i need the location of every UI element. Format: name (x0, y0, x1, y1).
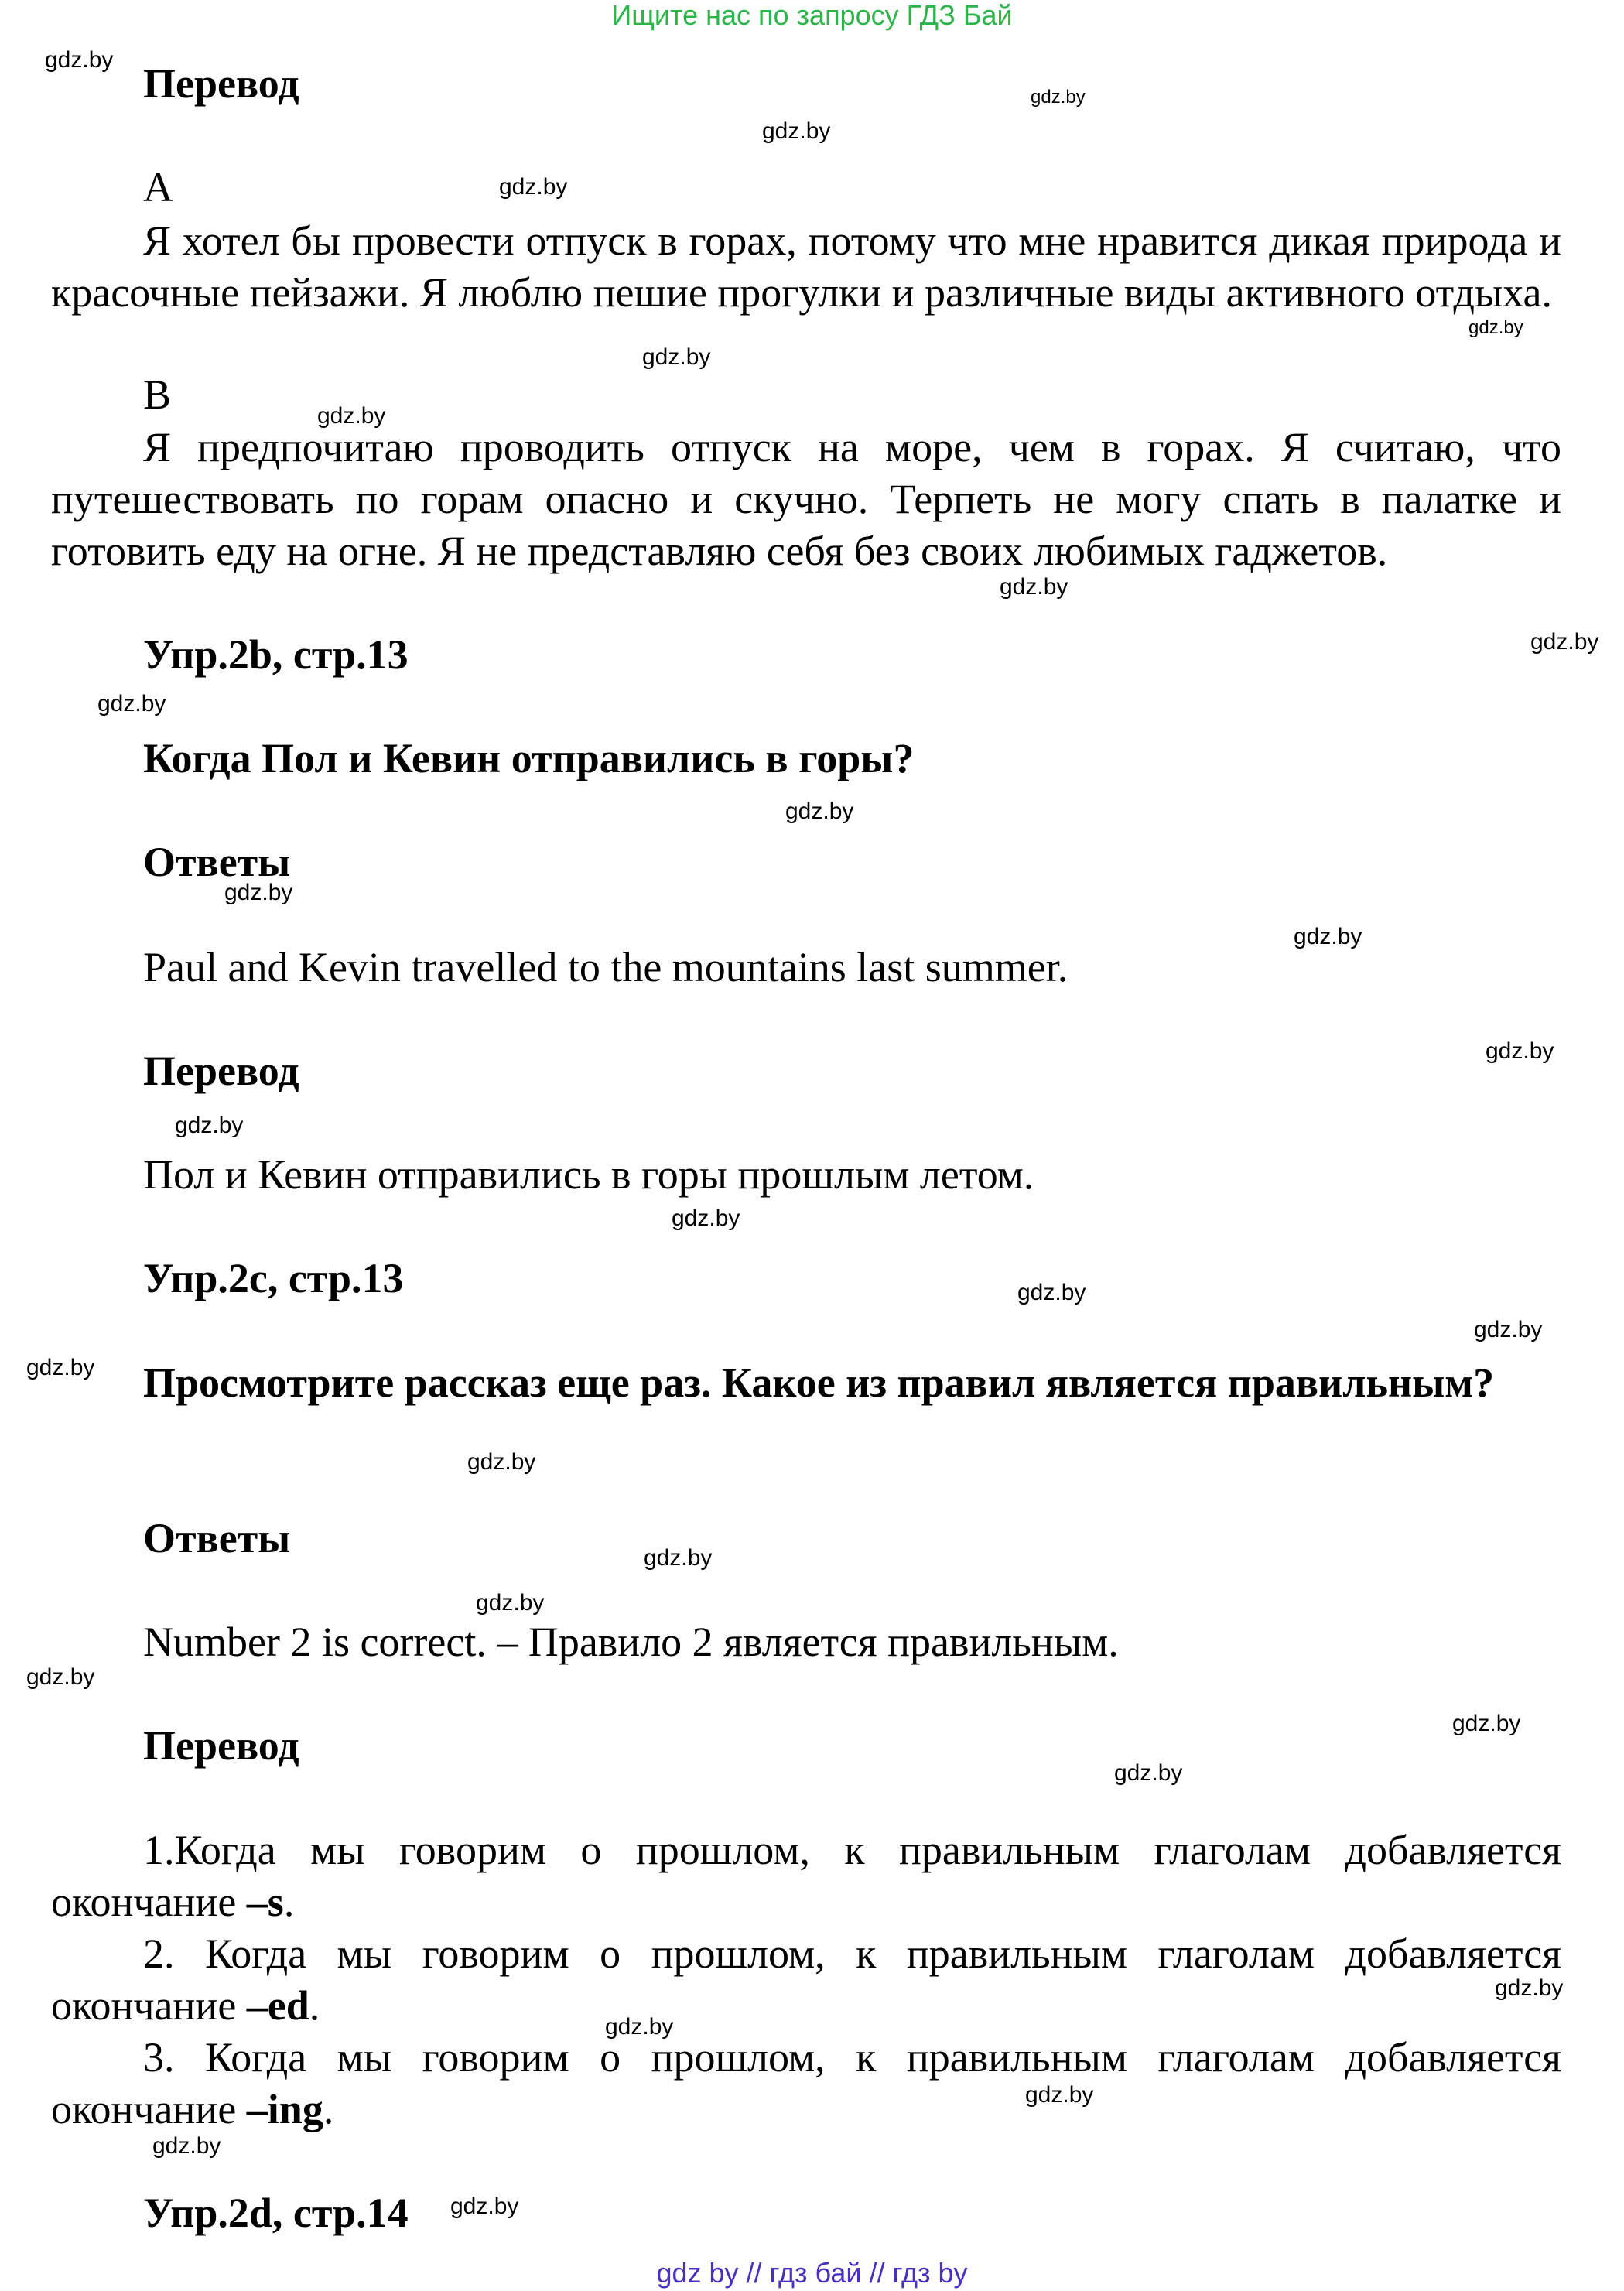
rule-tail: . (323, 2086, 334, 2132)
paragraph-b: Я предпочитаю проводить отпуск на море, чем в горах. Я считаю, что путешествовать по горам опасно и скучно. Терпеть не могу спать в палатке и готовить еду на огне. Я не представляю себя без своих любимых гаджетов. (51, 424, 1561, 574)
answers-heading-2b: Ответы (143, 839, 291, 885)
watermark: gdz.by (1114, 1760, 1183, 1786)
rule-text: 1.Когда мы говорим о прошлом, к правильным глаголам добавляется окончание (51, 1827, 1561, 1925)
watermark: gdz.by (1452, 1711, 1521, 1736)
paragraph-a: Я хотел бы провести отпуск в горах, потому что мне нравится дикая природа и красочные пейзажи. Я люблю пешие прогулки и различные виды активного отдыха. (51, 217, 1561, 316)
exercise-2c-question: Просмотрите рассказ еще раз. Какое из правил является правильным? (143, 1359, 1495, 1406)
watermark: gdz.by (476, 1590, 545, 1616)
watermark: gdz.by (1486, 1038, 1554, 1064)
translation-heading-2c: Перевод (143, 1722, 299, 1769)
rule-item-1 (51, 1824, 1561, 1928)
watermark: gdz.by (1031, 87, 1086, 108)
watermark: gdz.by (1530, 629, 1599, 655)
rule-tail: . (283, 1879, 295, 1925)
watermark: gdz.by (1017, 1280, 1086, 1305)
rule-tail: . (309, 1982, 320, 2029)
watermark: gdz.by (1495, 1975, 1564, 2001)
rule-item-3 (51, 2032, 1561, 2135)
watermark: gdz.by (317, 403, 386, 429)
paragraph-label-a: А (143, 164, 173, 210)
watermark: gdz.by (1474, 1317, 1543, 1342)
watermark: gdz.by (467, 1449, 536, 1475)
exercise-2b-translation: Пол и Кевин отправились в горы прошлым летом. (143, 1151, 1034, 1198)
watermark: gdz.by (762, 118, 831, 144)
exercise-heading-2d: Упр.2d, стр.14 (143, 2190, 409, 2236)
watermark: gdz.by (224, 880, 293, 905)
watermark: gdz.by (1025, 2082, 1094, 2108)
rule-ending: –ing (246, 2086, 323, 2132)
rule-item-2 (51, 1928, 1564, 2032)
exercise-2c-answer: Number 2 is correct. – Правило 2 является правильным. (143, 1619, 1119, 1665)
exercise-heading-2c: Упр.2c, стр.13 (143, 1255, 404, 1301)
exercise-2b-answer: Paul and Kevin travelled to the mountains last summer. (143, 944, 1068, 990)
paragraph-label-b: В (143, 371, 172, 418)
translation-heading-2b: Перевод (143, 1048, 299, 1094)
watermark: gdz.by (1000, 574, 1068, 600)
exercise-heading-2b: Упр.2b, стр.13 (143, 631, 409, 678)
answers-heading-2c: Ответы (143, 1515, 291, 1561)
watermark: gdz.by (499, 174, 568, 200)
rule-ending: –s (246, 1879, 284, 1925)
rule-ending: –ed (246, 1982, 309, 2029)
watermark: gdz.by (1468, 317, 1523, 338)
watermark: gdz.by (450, 2194, 519, 2219)
watermark: gdz.by (97, 691, 166, 716)
top-banner[interactable]: Ищите нас по запросу ГДЗ Бай (611, 0, 1013, 31)
section-heading-translation: Перевод (143, 60, 299, 107)
watermark: gdz.by (785, 798, 854, 824)
watermark: gdz.by (152, 2133, 221, 2159)
bottom-banner[interactable]: gdz by // гдз бай // гдз by (656, 2257, 968, 2289)
exercise-2b-question: Когда Пол и Кевин отправились в горы? (143, 735, 915, 781)
watermark: gdz.by (672, 1205, 740, 1231)
watermark: gdz.by (605, 2014, 674, 2040)
watermark: gdz.by (45, 47, 114, 73)
rule-text: 2. Когда мы говорим о прошлом, к правильным глаголам добавляется окончание (51, 1930, 1561, 2029)
watermark: gdz.by (644, 1545, 713, 1571)
watermark: gdz.by (175, 1113, 244, 1138)
rule-text: 3. Когда мы говорим о прошлом, к правильным глаголам добавляется окончание (51, 2034, 1561, 2132)
watermark: gdz.by (1294, 924, 1362, 949)
watermark: gdz.by (26, 1355, 95, 1380)
watermark: gdz.by (26, 1664, 95, 1690)
watermark: gdz.by (642, 344, 711, 370)
